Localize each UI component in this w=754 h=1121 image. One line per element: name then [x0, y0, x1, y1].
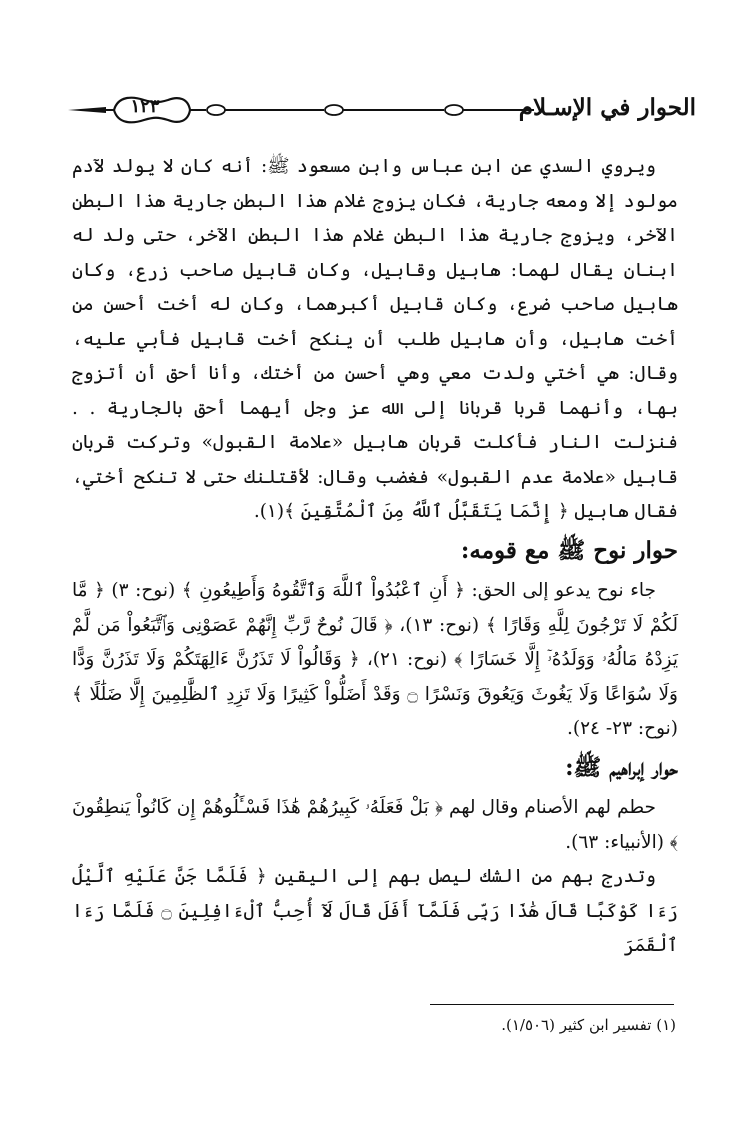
heading-ibrahim-dialogue: حوار إبراهيم ﷺ: [565, 753, 678, 781]
paragraph-nuh: جاء نوح يدعو إلى الحق: ﴿ أَنِ ٱعْبُدُواْ ٱللَّهَ وَٱتَّقُوهُ وَأَطِيعُونِ ﴾ (نوح: ٣) ﴿ مَّا لَكُمْ لَا تَرْجُونَ لِلَّهِ وَقَارًا ﴾ (نوح: ١٣)، ﴿ قَالَ نُوحٌ رَّبِّ إِنَّهُمْ عَصَوْنِى وَٱتَّبَعُواْ مَن لَّمْ يَزِدْهُ مَالُهُۥ وَوَلَدُهُۥٓ إِلَّا خَسَارًا ﴾ (نوح: ٢١)، ﴿ وَقَالُواْ لَا تَذَرُنَّ ءَالِهَتَكُمْ وَلَا تَذَرُنَّ وَدًّا وَلَا سُوَاعًا وَلَا يَغُوثَ وَيَعُوقَ وَنَسْرًا ۝ وَقَدْ أَضَلُّواْ كَثِيرًا وَلَا تَزِدِ ٱلظَّٰلِمِينَ إِلَّا ضَلَٰلًا ﴾ (نوح: ٢٣- ٢٤). [72, 580, 679, 739]
page-number: ١٢٣ [130, 96, 160, 117]
main-text [72, 150, 678, 964]
book-title: الحوار في الإسـلام [518, 94, 696, 121]
paragraph-sadi-narration: ويروي السدي عن ابن عباس وابن مسعود ﷺ: أنه كان لا يولد لآدم مولود إلا ومعه جارية، فكان يزوج غلام هذا البطن جارية هذا البطن الآخر، ويزوج جارية هذا البطن غلام هذا البطن الآخر، حتى ولد له ابنان يقال لهما: هابيل وقابيل، وكان قابيل صاحب زرع، وكان هابيل صاحب ضرع، وكان قابيل أكبرهما، وكان له أخت أحسن من أخت هابيل، وأن هابيل طلب أن ينكح أخت قابيل فأبي عليه، وقال: هي أختي ولدت معي وهي أحسن من أختك، وأنا أحق أن أتزوج بها، وأنهما قربا قربانا إلى الله عز وجل أيهما أحق بالجارية . . فنزلت النار فأكلت قربان هابيل «علامة القبول» وتركت قربان قابيل «علامة عدم القبول» فغضب وقال: لأقتلنك حتى لا تنكح أختي، فقال هابيل ﴿ إِنَّمَا يَتَقَبَّلُ ٱللَّهُ مِنَ ٱلْمُتَّقِينَ ﴾(١). [72, 156, 678, 522]
heading-nuh-dialogue: حوار نوح ﷺ مع قومه: [460, 536, 678, 564]
footnote: (١) تفسير ابن كثير (١/٥٠٦). [501, 1016, 676, 1034]
paragraph-ibrahim-star: وتدرج بهم من الشك ليصل بهم إلى اليقين ﴿ فَلَمَّا جَنَّ عَلَيْهِ ٱلَّيْلُ رَءَا كَوْكَبًا قَالَ هَٰذَا رَبِّى فَلَمَّآ أَفَلَ قَالَ لَآ أُحِبُّ ٱلْءَافِلِينَ ۝ فَلَمَّا رَءَا ٱلْقَمَرَ [72, 866, 679, 956]
paragraph-ibrahim-idols: حطم لهم الأصنام وقال لهم ﴿ بَلْ فَعَلَهُۥ كَبِيرُهُمْ هَٰذَا فَسْـَٔلُوهُمْ إِن كَانُواْ يَنطِقُونَ ﴾ (الأنبياء: ٦٣). [72, 797, 678, 853]
running-header [66, 88, 696, 128]
footnote-separator [430, 1004, 674, 1005]
